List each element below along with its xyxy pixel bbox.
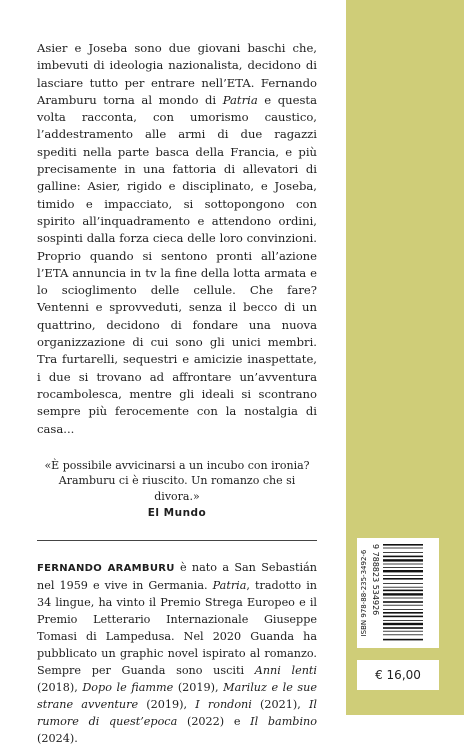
barcode-digits: 9 788823 534926 <box>371 544 380 616</box>
barcode-bar <box>383 612 423 614</box>
author-name: FERNANDO ARAMBURU <box>37 562 175 574</box>
barcode-bar <box>383 605 423 606</box>
barcode-bar <box>383 570 423 572</box>
barcode-bar <box>383 575 423 576</box>
bio-text: (2024). <box>37 731 78 745</box>
synopsis-text-1: Asier e Joseba sono due giovani baschi che, imbevuti di ideologia nazionalista, decidono di lasciare tutto per entrare nell’ETA. Fernando Aramburu torna al mondo di <box>37 41 317 107</box>
barcode-bar <box>383 593 423 595</box>
text-column <box>37 40 317 747</box>
barcode-bar <box>383 639 423 641</box>
barcode-icon <box>371 542 435 644</box>
barcode-bar <box>383 598 423 599</box>
barcode-bar <box>383 544 423 546</box>
isbn-label <box>357 538 371 648</box>
review-quote <box>37 458 317 522</box>
barcode-bar <box>383 627 423 629</box>
barcode-bar <box>383 564 423 565</box>
barcode-bar <box>383 567 423 568</box>
bio-text: (2021), <box>251 697 309 711</box>
bio-book-title: Mariluz e le sue strane avventure <box>37 680 317 711</box>
bio-book-title: Dopo le fiamme <box>82 680 174 694</box>
barcode-bar <box>383 578 423 580</box>
barcode-bar <box>383 631 423 632</box>
bio-book-title: Il bambino <box>250 714 317 728</box>
price-tag <box>357 660 439 690</box>
barcode-bar <box>383 634 423 635</box>
barcode-bar <box>383 556 423 558</box>
price-text: € 16,00 <box>375 668 421 682</box>
isbn-text: ISBN 978-88-235-3492-6 <box>360 549 368 637</box>
barcode-bar <box>383 552 423 553</box>
barcode-bar <box>383 601 423 603</box>
barcode-bar <box>383 559 423 561</box>
section-divider <box>37 540 317 541</box>
bio-text: (2019), <box>138 697 196 711</box>
bio-text: , tradotto in 34 lingue, ha vinto il Premio Strega Europeo e il Premio Letterario Internazionale Giuseppe Tomasi di Lampedusa. Nel 2020 Guanda ha pubblicato un graphic novel ispirato al romanzo. Sempre per Guanda sono usciti <box>37 578 317 677</box>
barcode-bar <box>383 620 423 621</box>
barcode-bar <box>383 587 423 588</box>
author-bio <box>37 559 317 747</box>
quote-source: El Mundo <box>147 507 207 520</box>
bio-text: (2019), <box>173 680 224 694</box>
bio-book-title: Il rumore di quest’epoca <box>37 697 317 728</box>
quote-line-2: Aramburu ci è riuscito. Un romanzo che si divora.» <box>58 474 296 503</box>
barcode-bar <box>383 583 423 584</box>
barcode-bar <box>383 590 423 592</box>
bio-text: (2022) e <box>177 714 251 728</box>
bio-text: (2018), <box>37 680 83 694</box>
bio-book-title: Anni lenti <box>254 663 317 677</box>
barcode-bar <box>383 623 423 625</box>
synopsis-title-italic: Patria <box>222 92 258 107</box>
quote-line-1: «È possibile avvicinarsi a un incubo con ironia? <box>44 458 310 472</box>
bio-book-title: Patria <box>212 578 247 592</box>
synopsis-text-2: e questa volta racconta, con umorismo caustico, l’addestramento alle armi di due ragazzi spediti nella parte basca della Francia, e più precisamente in una fattoria di allevatori di galline: Asier, rigido e disciplinato, e Joseba, timido e impacciato, si sottopongono con spirito all’inquadramento e attendono ordini, sospinti dalla forza cieca delle loro convinzioni. Proprio quando si sentono pronti all’azione l’ETA annuncia in tv la fine della lotta armata e lo scioglimento delle cellule. Che fare? Ventenni e sprovveduti, senza il becco di un quattrino, decidono di fondare una nuova organizzazione di cui sono gli unici membri. Tra furtarelli, sequestri e amicizie inaspettate, i due si trovano ad affrontare un’avventura rocambolesca, mentre gli ideali si scontrano sempre più ferocemente con la nostalgia di casa... <box>37 92 318 436</box>
barcode-bar <box>383 609 423 610</box>
barcode-bar <box>383 616 423 618</box>
synopsis-paragraph <box>37 40 317 438</box>
barcode-bar <box>383 548 423 549</box>
bio-book-title: I rondoni <box>195 697 252 711</box>
bio-text: è nato a San Sebastián nel 1959 e vive in Germania. <box>37 560 318 592</box>
